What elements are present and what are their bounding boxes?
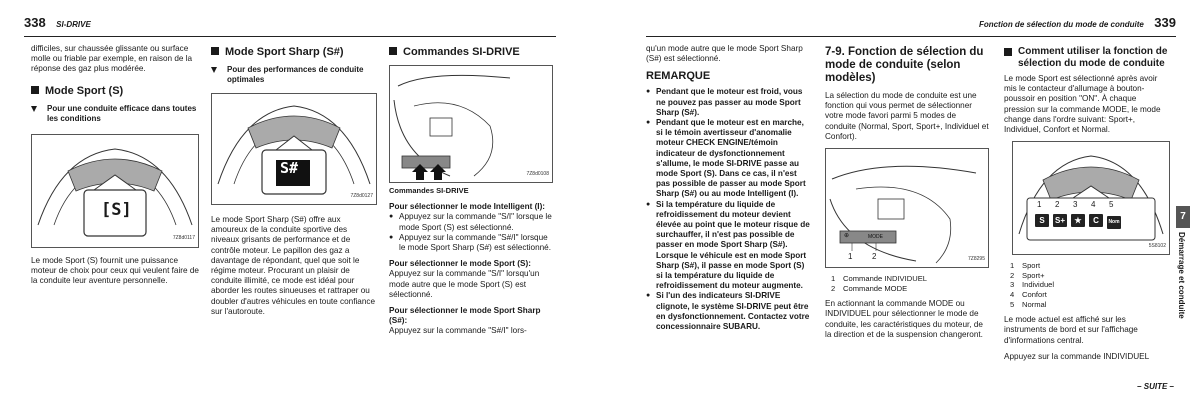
list-item: ● Appuyez sur la commande "S/I" lorsque le mode Sport (S) est sélectionné.	[389, 212, 553, 232]
callout-1: 1	[848, 252, 853, 262]
mode-button: MODE	[868, 234, 883, 241]
normal-mode-icon: Nom	[1107, 216, 1121, 229]
mode-number: 2	[1055, 200, 1060, 210]
steering-wheel-illustration	[826, 149, 988, 267]
individual-mode-icon: ★	[1071, 214, 1085, 227]
left-col-2	[211, 44, 377, 323]
sport-plus-mode-icon: S+	[1054, 216, 1065, 226]
figure-mode-controls	[825, 148, 989, 268]
right-page-header	[979, 14, 1176, 34]
section-title: Mode Sport Sharp (S#)	[211, 46, 377, 59]
remark-item: ● Pendant que le moteur est froid, vous ne pouvez pas passer au mode Sport Sharp (S#).	[646, 87, 811, 118]
body-text-2: Appuyez sur la commande INDIVIDUEL	[1004, 351, 1150, 361]
dashboard-illustration	[212, 94, 376, 204]
figure-caption: Commandes SI-DRIVE	[389, 186, 469, 195]
step-1-heading: Pour sélectionner le mode Intelligent (I):	[389, 202, 546, 212]
chapter-tab-label: Démarrage et conduite	[1177, 232, 1186, 319]
section-title: Comment utiliser la fonction de sélection du mode de conduite	[1004, 46, 1168, 69]
step-2-heading: Pour sélectionner le mode Sport (S):	[389, 259, 531, 269]
figure-sport-mode	[31, 134, 199, 248]
steering-wheel-illustration	[390, 66, 552, 182]
dashboard-illustration	[32, 135, 198, 247]
figure-code: 5S8102	[1148, 243, 1166, 250]
figure-sport-sharp-mode	[211, 93, 377, 205]
step-1-list	[389, 212, 553, 253]
figure-mode-indicators	[1012, 141, 1170, 255]
chapter-tab: 7	[1176, 206, 1190, 228]
dashboard-illustration	[1013, 142, 1169, 254]
sport-mode-label: [S]	[101, 199, 132, 220]
body-text: Le mode Sport Sharp (S#) offre aux amoureux de la conduite sportive des niveaux grisants de performance et de contrôle moteur. Le papillon des gaz a davantage de répondant, quel que soit le régime moteur. Procurant un plaisir de conduite illimité, ce mode est idéal pour aborder les routes sinueuses et rattraper ou doubler d'autres véhicules en toute confiance sur l'autoroute.	[211, 215, 376, 316]
right-header-rule	[646, 36, 1176, 37]
left-page-number: 338	[24, 15, 46, 30]
right-header-title: Fonction de sélection du mode de conduite	[978, 20, 1144, 29]
section-title: 7-9. Fonction de sélection du mode de conduite (selon modèles)	[825, 46, 984, 84]
triangle-bullet-icon	[211, 67, 217, 73]
left-col-3	[389, 44, 553, 343]
legend-item: 1 Commande INDIVIDUEL	[831, 274, 927, 284]
figure-legend	[1010, 261, 1168, 309]
legend-item: 2 Sport+	[1010, 270, 1045, 280]
callout-2: 2	[872, 252, 877, 262]
right-col-2	[825, 44, 989, 346]
section-title: Commandes SI-DRIVE	[389, 46, 553, 59]
square-bullet-icon	[211, 47, 219, 55]
sport-mode-icon: S	[1035, 214, 1049, 227]
figure-code: 7Z8d0108	[526, 170, 549, 177]
legend-item: 2 Commande MODE	[831, 283, 908, 293]
remark-item: ● Si l'un des indicateurs SI-DRIVE clignote, le système SI-DRIVE peut être en dysfonctionnement. Contactez votre concessionnaire SUBARU.	[646, 291, 811, 332]
remarks-list	[646, 87, 811, 332]
list-item: ● Appuyez sur la commande "S#/I" lorsque le mode Sport Sharp (S#) est sélectionné.	[389, 233, 553, 253]
mode-numbers	[1037, 200, 1127, 210]
remark-item: ● Si la température du liquide de refroidissement du moteur devient élevée au point que le moteur risque de surchauffer, il n'est pas possible de passer en mode Sport Sharp (S#). Lorsque le véhicule est en mode Sport Sharp (S#), il passe en mode Sport (S) si la température du liquide de refroidissement du moteur augmente.	[646, 200, 811, 292]
mode-number: 5	[1109, 200, 1114, 210]
square-bullet-icon	[31, 86, 39, 94]
body-text-1: Le mode actuel est affiché sur les instruments de bord et sur l'affichage d'informations central.	[1004, 315, 1138, 345]
right-col-3	[1004, 44, 1168, 368]
triangle-bullet-icon	[31, 106, 37, 112]
figure-code: 7Z8d0127	[350, 192, 373, 199]
legend-item: 1 Sport	[1010, 261, 1041, 271]
body-text: Le mode Sport (S) fournit une puissance moteur de choix pour ceux qui veulent faire de la conduite leur aventure personnelle.	[31, 255, 199, 286]
square-bullet-icon	[389, 47, 397, 55]
subsection-title: Pour des performances de conduite optimales	[211, 65, 377, 85]
figure-si-drive-controls	[389, 65, 553, 183]
continued-text: qu'un mode autre que le mode Sport Sharp (S#) est sélectionné.	[646, 44, 803, 64]
step-3-heading: Pour sélectionner le mode Sport Sharp (S#):	[389, 306, 541, 326]
intro-text: difficiles, sur chaussée glissante ou surface molle ou friable par exemple, en raison de la réponse des gaz plus modérée.	[31, 44, 193, 74]
body-text: En actionnant la commande MODE ou INDIVIDUEL pour sélectionner le mode de conduite, les caractéristiques du moteur, de la direction et de la suspension changeront.	[825, 299, 983, 339]
left-header-rule	[24, 36, 556, 37]
figure-code: 7Z8295	[968, 255, 985, 262]
left-header-title: SI-DRIVE	[56, 20, 91, 29]
section-title: Mode Sport (S)	[31, 85, 199, 98]
right-page-number: 339	[1154, 15, 1176, 30]
legend-item: 5 Normal	[1010, 299, 1047, 309]
remark-item: ● Pendant que le moteur est en marche, si le témoin avertisseur d'anomalie moteur CHECK ENGINE/témoin indicateur de dysfonctionnement s'allume, le mode SI-DRIVE passe au mode Sport (S). Dans ce cas, il n'est pas possible de passer au mode Sport Sharp (S#) ou au mode Intelligent (I).	[646, 118, 811, 200]
mode-number: 4	[1091, 200, 1096, 210]
subsection-title: Pour une conduite efficace dans toutes les conditions	[31, 104, 199, 124]
step-2-text: Appuyez sur la commande "S/I" lorsqu'un mode autre que le mode Sport (S) est sélectionné.	[389, 269, 540, 299]
right-col-1	[646, 44, 811, 332]
continued-label: – SUITE –	[1137, 382, 1174, 391]
left-col-1	[31, 44, 199, 292]
remark-title: REMARQUE	[646, 70, 711, 83]
step-3-text: Appuyez sur la commande "S#/I" lors-	[389, 326, 527, 336]
figure-legend	[831, 274, 989, 293]
individual-button: ⊕	[844, 233, 850, 240]
legend-item: 3 Individuel	[1010, 280, 1055, 290]
legend-item: 4 Confort	[1010, 290, 1047, 299]
mode-icons	[1035, 214, 1125, 229]
intro-text: Le mode Sport est sélectionné après avoir mis le contacteur d'allumage à bouton-poussoir en position "ON". À chaque pression sur la commande MODE, le mode change dans l'ordre suivant: Sport+, Individuel, Confort et Normal.	[1004, 74, 1161, 135]
intro-text: La sélection du mode de conduite est une fonction qui vous permet de sélectionner votre mode favori parmi 5 modes de conduite (Normal, Sport, Sport+, Individuel et Confort).	[825, 91, 989, 141]
sport-sharp-label: S#	[280, 159, 299, 177]
mode-number: 1	[1037, 200, 1042, 210]
comfort-mode-icon: C	[1089, 214, 1103, 227]
left-page-header	[24, 14, 91, 34]
figure-code: 7Z8d0117	[172, 235, 195, 242]
mode-number: 3	[1073, 200, 1078, 210]
square-bullet-icon	[1004, 48, 1012, 56]
